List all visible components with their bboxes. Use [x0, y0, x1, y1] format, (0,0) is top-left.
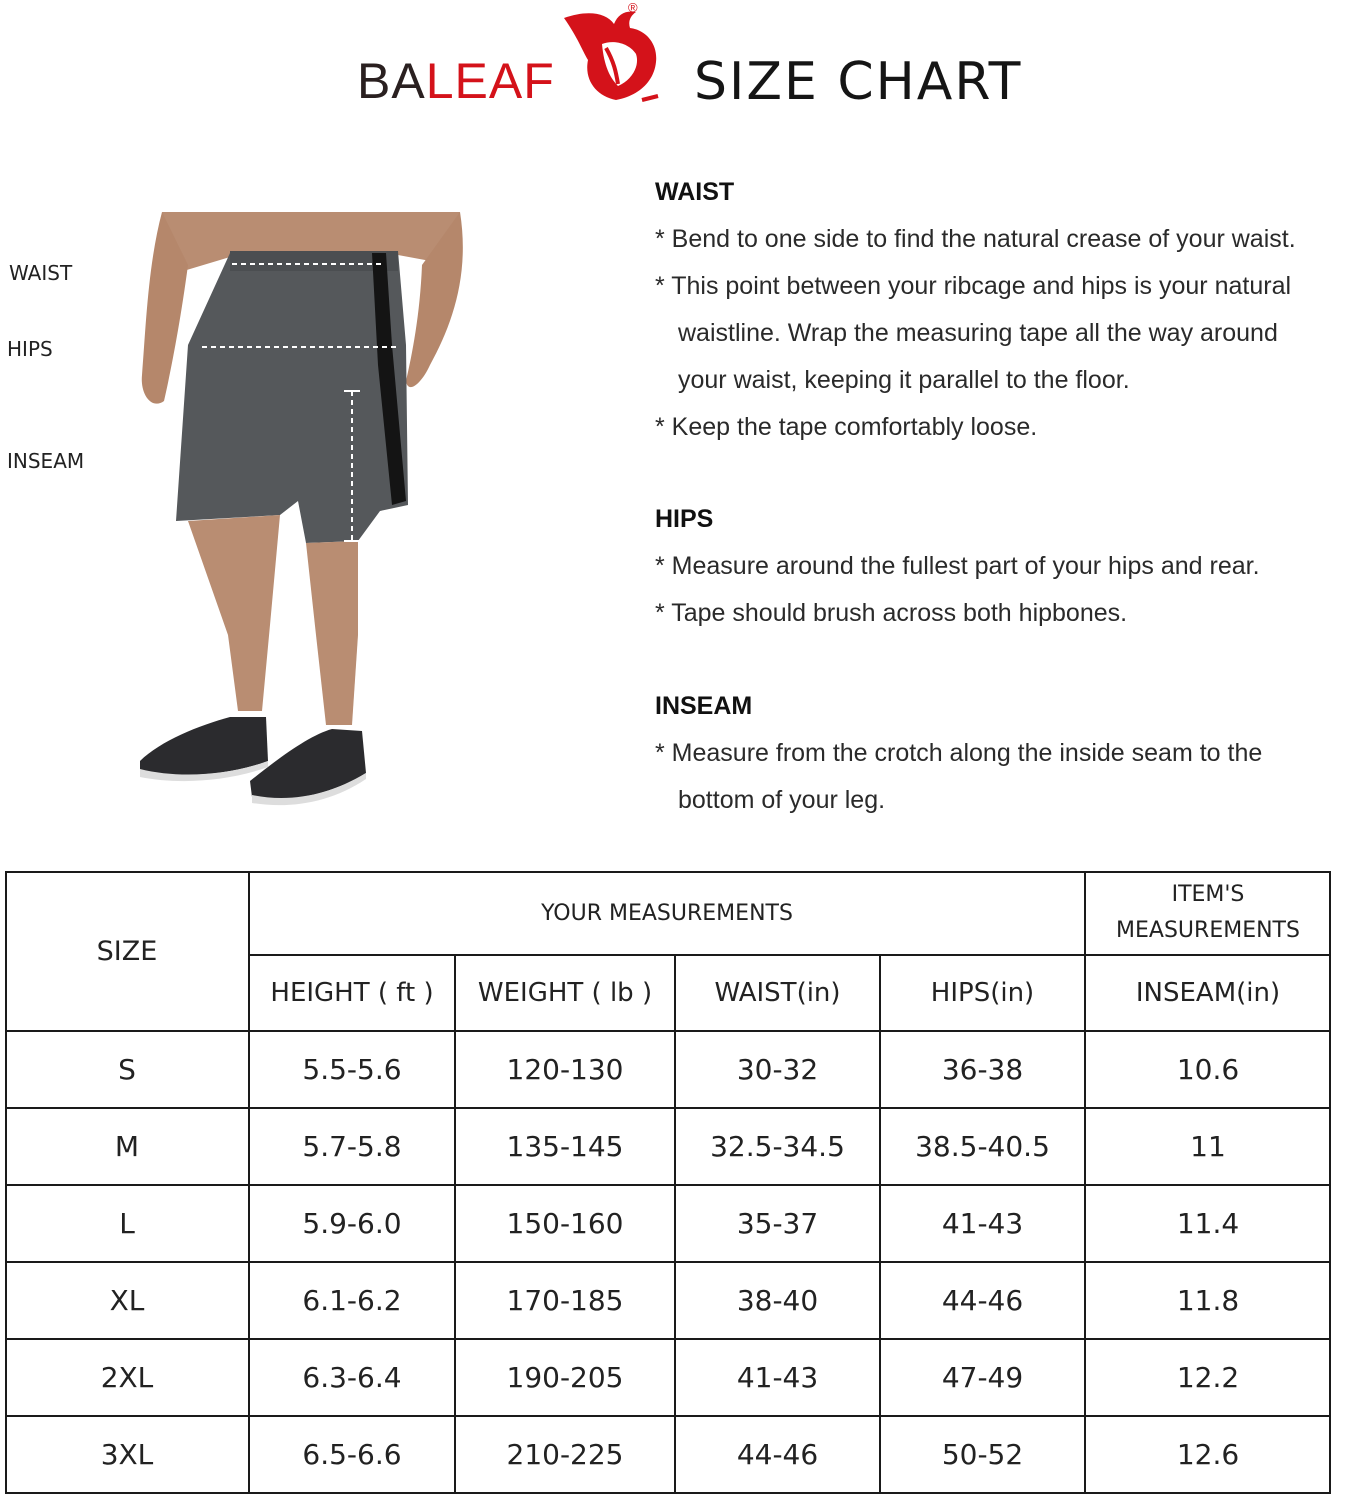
- table-cell: 30-32: [736, 1053, 819, 1086]
- table-cell: 44-46: [941, 1284, 1024, 1317]
- size-cell: 2XL: [100, 1361, 154, 1394]
- column-divider: [879, 955, 881, 1494]
- figure-label-inseam: INSEAM: [7, 449, 85, 473]
- table-cell: 11.4: [1176, 1207, 1240, 1240]
- table-cell: 35-37: [736, 1207, 819, 1240]
- column-header-weight: WEIGHT ( lb ): [477, 978, 653, 1008]
- hips-heading: HIPS: [655, 505, 714, 533]
- your-measurements-header: YOUR MEASUREMENTS: [541, 900, 793, 926]
- waist-line-1: * Bend to one side to find the natural crease of your waist.: [655, 225, 1296, 253]
- hips-line-2: * Tape should brush across both hipbones.: [655, 599, 1128, 627]
- table-cell: 38.5-40.5: [915, 1130, 1050, 1163]
- inseam-heading: INSEAM: [655, 692, 753, 720]
- size-chart-table: [5, 871, 1331, 1495]
- table-cell: 11: [1190, 1130, 1226, 1163]
- table-cell: 47-49: [941, 1361, 1024, 1394]
- row-divider: [5, 1338, 1331, 1340]
- table-cell: 36-38: [941, 1053, 1024, 1086]
- table-cell: 12.6: [1176, 1438, 1240, 1471]
- inseam-line-2: bottom of your leg.: [678, 786, 886, 814]
- page-title: SIZE CHART: [694, 52, 1023, 112]
- table-cell: 41-43: [941, 1207, 1024, 1240]
- table-cell: 11.8: [1176, 1284, 1240, 1317]
- table-cell: 135-145: [506, 1130, 624, 1163]
- waist-line-4: your waist, keeping it parallel to the floor.: [678, 366, 1130, 394]
- column-header-inseam: INSEAM(in): [1135, 978, 1281, 1008]
- waist-line-5: * Keep the tape comfortably loose.: [655, 413, 1038, 441]
- table-cell: 190-205: [506, 1361, 624, 1394]
- column-divider: [248, 871, 250, 1494]
- items-measurements-header: [1085, 871, 1331, 955]
- items-measurements-line2: MEASUREMENTS: [1116, 918, 1300, 943]
- brand-text-pre: BA: [357, 53, 426, 109]
- column-header-waist: WAIST(in): [714, 978, 841, 1008]
- column-divider: [674, 955, 676, 1494]
- table-cell: 6.5-6.6: [302, 1438, 402, 1471]
- hips-line-1: * Measure around the fullest part of your hips and rear.: [655, 552, 1260, 580]
- size-column-header: SIZE: [96, 935, 158, 967]
- table-cell: 150-160: [506, 1207, 624, 1240]
- column-header-height: HEIGHT ( ft ): [270, 978, 434, 1008]
- size-cell: S: [118, 1053, 136, 1086]
- table-cell: 170-185: [506, 1284, 624, 1317]
- header-divider: [249, 954, 1331, 956]
- page-header: [0, 0, 1355, 130]
- waist-heading: WAIST: [655, 178, 735, 206]
- table-border-left: [5, 871, 7, 1494]
- brand-text-mid: LEAF: [425, 53, 555, 109]
- table-cell: 41-43: [736, 1361, 819, 1394]
- table-cell: 10.6: [1176, 1053, 1240, 1086]
- waist-line-3: waistline. Wrap the measuring tape all the way around: [678, 319, 1278, 347]
- table-cell: 5.7-5.8: [302, 1130, 402, 1163]
- column-header-hips: HIPS(in): [930, 978, 1035, 1008]
- row-divider: [5, 1415, 1331, 1417]
- table-cell: 38-40: [736, 1284, 819, 1317]
- table-cell: 32.5-34.5: [710, 1130, 845, 1163]
- table-cell: 6.3-6.4: [302, 1361, 402, 1394]
- table-cell: 210-225: [506, 1438, 624, 1471]
- figure-label-hips: HIPS: [7, 337, 53, 361]
- table-cell: 44-46: [736, 1438, 819, 1471]
- table-border-bottom: [5, 1492, 1331, 1494]
- model-shorts-illustration: [130, 205, 480, 815]
- flame-leaf-logo-icon: [556, 4, 666, 104]
- size-cell: XL: [109, 1284, 145, 1317]
- row-divider: [5, 1261, 1331, 1263]
- table-cell: 12.2: [1176, 1361, 1240, 1394]
- table-border-right: [1329, 871, 1331, 1494]
- size-cell: L: [119, 1207, 135, 1240]
- table-cell: 5.5-5.6: [302, 1053, 402, 1086]
- items-measurements-line1: ITEM'S: [1171, 882, 1245, 907]
- table-cell: 5.9-6.0: [302, 1207, 402, 1240]
- inseam-line-1: * Measure from the crotch along the inside seam to the: [655, 739, 1263, 767]
- brand-wordmark: [357, 52, 555, 110]
- row-divider: [5, 1184, 1331, 1186]
- row-divider: [5, 1107, 1331, 1109]
- table-border-top: [5, 871, 1331, 873]
- column-divider: [454, 955, 456, 1494]
- waist-line-2: * This point between your ribcage and hips is your natural: [655, 272, 1292, 300]
- size-cell: M: [114, 1130, 140, 1163]
- registered-mark: ®: [628, 0, 638, 15]
- table-cell: 120-130: [506, 1053, 624, 1086]
- table-cell: 6.1-6.2: [302, 1284, 402, 1317]
- row-divider: [5, 1030, 1331, 1032]
- table-cell: 50-52: [941, 1438, 1024, 1471]
- figure-label-waist: WAIST: [9, 261, 73, 285]
- size-cell: 3XL: [100, 1438, 154, 1471]
- column-divider: [1084, 871, 1086, 1494]
